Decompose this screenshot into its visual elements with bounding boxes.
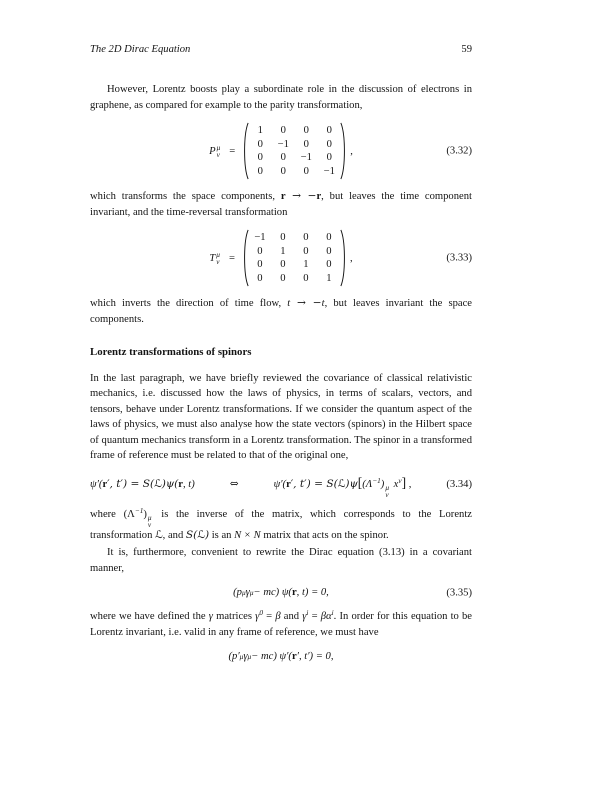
matrix-cell: 0 xyxy=(303,125,309,137)
vector-r: r xyxy=(286,478,291,490)
spinor-matrix-S: S(ℒ) xyxy=(185,528,210,541)
mu-nu-indices xyxy=(216,251,220,265)
subscript-nu: ν xyxy=(385,489,389,499)
paragraph-spinors-intro: In the last paragraph, we have briefly reviewed the covariance of classical relativistic mechanics, i.e. discussed how the laws of physics, in terms of scalars, vectors, and tensors, behave under Lorentz transformations. If we consider the quantum aspect of the laws of physics, we must also analyse how the state vectors (spinors) in the Hilbert space of quantum mechanics transform in a Lorentz transformation. The spinor in a transformed frame of reference must be related to that of the original one, xyxy=(90,372,472,462)
superscript-i: i xyxy=(306,608,309,618)
mu-nu-indices xyxy=(385,484,389,498)
text-run: = xyxy=(263,611,276,623)
matrix-cell: 0 xyxy=(280,232,286,244)
paragraph-intro: However, Lorentz boosts play a subordinate role in the discussion of electrons in graphene, as compared for example to the parity transformation, xyxy=(90,84,472,111)
text-run: . In order for this equation to be Lorentz invariant, i.e. valid in any frame of reference, we must have xyxy=(90,611,472,638)
equation-final: (p′ μ γ μ − mc ) ψ′( r ′, t′) = 0, xyxy=(90,649,472,664)
matrix-cell: 0 xyxy=(257,259,263,271)
vector-r: r xyxy=(316,191,322,203)
matrix-cell: 0 xyxy=(303,165,309,177)
right-bracket: ] xyxy=(401,474,407,490)
text-run: matrices xyxy=(212,611,256,623)
equation-number: (3.34) xyxy=(446,479,472,491)
superscript-inverse: −1 xyxy=(134,505,144,515)
vector-r: r xyxy=(178,479,183,491)
math-run: ′, t′) = S(ℒ)ψ( xyxy=(107,478,179,491)
parity-symbol: P xyxy=(209,145,216,157)
gamma-symbol: γ xyxy=(243,651,248,663)
vector-r: r xyxy=(291,587,297,598)
iff-arrow: ⇔ xyxy=(229,478,239,491)
math-run: ′, t′) = 0, xyxy=(296,651,334,663)
matrix-cell: 0 xyxy=(303,232,309,244)
matrix-cell: 0 xyxy=(280,165,286,177)
text-run: , but leaves the time component invariant, and the time-reversal transformation xyxy=(90,191,472,218)
equation-3-33 xyxy=(90,229,472,287)
text-run: is the inverse of the matrix, which corresponds to the Lorentz transformation xyxy=(90,508,472,541)
matrix-cell: 0 xyxy=(326,232,332,244)
text-run: = xyxy=(308,611,321,623)
math-run: x xyxy=(391,478,399,490)
vector-r: r xyxy=(291,651,297,663)
beta-alpha-symbol: βα xyxy=(320,611,332,623)
math-run: ) xyxy=(380,478,385,490)
mu-nu-indices xyxy=(148,514,152,528)
matrix-cell: 0 xyxy=(326,125,332,137)
equation-3-35: (p μ γ μ − mc ) ψ( r , t) = 0, (3.35) xyxy=(90,585,472,600)
spinor-transform-lhs xyxy=(90,477,195,492)
superscript-zero: 0 xyxy=(259,608,264,618)
matrix-cell: 0 xyxy=(257,152,263,164)
matrix-cell: 0 xyxy=(280,272,286,284)
superscript-nu: ν xyxy=(398,475,402,485)
matrix-cell: 0 xyxy=(257,272,263,284)
matrix-cell: 0 xyxy=(303,272,309,284)
subscript-nu: ν xyxy=(216,257,220,267)
superscript-inverse: −1 xyxy=(372,475,381,485)
matrix-cells xyxy=(249,122,340,180)
equals-sign: = xyxy=(228,252,235,264)
beta-symbol: β xyxy=(275,611,281,623)
arrow-run: → − xyxy=(290,297,322,310)
text-run: matrix that acts on the spinor. xyxy=(260,529,389,541)
equation-comma: , xyxy=(349,252,353,264)
text-run: ) xyxy=(143,508,147,520)
matrix-cell: 0 xyxy=(257,138,263,150)
time-reversal-symbol: T xyxy=(209,252,216,264)
superscript-i: i xyxy=(331,608,334,618)
matrix-cell: 1 xyxy=(326,272,332,284)
text-run: which transforms the space components, xyxy=(90,191,281,203)
running-title: The 2D Dirac Equation xyxy=(90,44,191,55)
variable-t: t xyxy=(321,298,325,310)
gamma-symbol: γ xyxy=(255,611,260,623)
gamma-symbol: γ xyxy=(208,611,213,623)
equals-sign: = xyxy=(229,145,236,157)
math-run: ) ψ( xyxy=(275,587,292,598)
mu-nu-indices xyxy=(217,144,221,158)
matrix-left-paren xyxy=(242,229,249,287)
math-run: − mc xyxy=(251,651,274,663)
text-run: is an xyxy=(209,529,235,541)
section-heading: Lorentz transformations of spinors xyxy=(90,346,252,359)
math-run: ) ψ′( xyxy=(273,651,292,663)
matrix-cell: −1 xyxy=(277,138,289,150)
math-run: ′, t′) = S(ℒ)ψ xyxy=(290,477,358,490)
superscript-mu: μ xyxy=(216,143,221,153)
matrix-right-paren xyxy=(340,229,347,287)
math-run: , t) = 0, xyxy=(296,587,329,598)
dimension-NxN: N × N xyxy=(234,529,261,541)
equation-3-34 xyxy=(90,473,472,498)
text-run: and xyxy=(280,611,303,623)
math-run: − mc xyxy=(253,587,276,598)
vector-r: r xyxy=(280,191,286,203)
page-number: 59 xyxy=(461,44,472,55)
math-run: (Λ xyxy=(362,478,373,490)
matrix-cell: 0 xyxy=(257,245,263,257)
text-run: which inverts the direction of time flow, xyxy=(90,298,288,310)
paragraph-inverse-matrix xyxy=(90,507,472,543)
matrix-cell: 1 xyxy=(257,125,263,137)
gamma-symbol: γ xyxy=(302,611,307,623)
matrix-cell: 0 xyxy=(257,165,263,177)
matrix-cell: 0 xyxy=(280,152,286,164)
matrix-cell: 0 xyxy=(326,138,332,150)
math-run: (p′ xyxy=(228,651,240,663)
math-run: , t) xyxy=(182,479,195,491)
gamma-symbol: γ xyxy=(245,587,250,598)
matrix-left-paren xyxy=(242,122,249,180)
text-run: where (Λ xyxy=(90,508,135,520)
arrow-run: → − xyxy=(285,190,317,203)
page-header xyxy=(90,42,472,57)
text-run: , and xyxy=(162,529,186,541)
equation-comma: , xyxy=(406,478,412,490)
paragraph-parity xyxy=(90,189,472,220)
spinor-transform-rhs xyxy=(274,473,412,498)
equation-number: (3.33) xyxy=(446,252,472,264)
equation-3-32 xyxy=(90,122,472,180)
time-reversal-matrix xyxy=(242,229,347,287)
left-bracket: [ xyxy=(357,474,363,490)
variable-t: t xyxy=(287,298,291,310)
matrix-cell: 0 xyxy=(326,259,332,271)
matrix-cell: 0 xyxy=(280,125,286,137)
matrix-cell: 0 xyxy=(303,138,309,150)
matrix-cell: −1 xyxy=(300,152,312,164)
matrix-cell: −1 xyxy=(323,165,335,177)
matrix-cell: −1 xyxy=(254,232,266,244)
equation-number: (3.35) xyxy=(446,586,472,598)
matrix-cells xyxy=(249,229,340,287)
matrix-cell: 1 xyxy=(303,259,309,271)
matrix-cell: 0 xyxy=(280,259,286,271)
paragraph-time-reversal xyxy=(90,296,472,327)
text-run: where we have defined the xyxy=(90,611,209,623)
math-run: ψ′( xyxy=(90,479,103,491)
text-run: , but leaves invariant the space components. xyxy=(90,298,472,325)
subscript-nu: ν xyxy=(216,150,220,160)
paragraph-gamma-matrices xyxy=(90,609,472,640)
paragraph-covariant: It is, furthermore, convenient to rewrite the Dirac equation (3.13) in a covariant manner, xyxy=(90,547,472,574)
matrix-cell: 1 xyxy=(280,245,286,257)
parity-matrix xyxy=(242,122,347,180)
superscript-mu: μ xyxy=(147,512,152,522)
equation-number: (3.32) xyxy=(446,145,472,157)
script-L: ℒ xyxy=(155,528,163,541)
vector-r: r xyxy=(102,479,108,491)
matrix-cell: 0 xyxy=(303,245,309,257)
matrix-right-paren xyxy=(340,122,347,180)
matrix-cell: 0 xyxy=(326,152,332,164)
matrix-cell: 0 xyxy=(326,245,332,257)
superscript-mu: μ xyxy=(216,250,220,260)
subscript-nu: ν xyxy=(147,519,152,529)
math-run: ψ′( xyxy=(273,478,287,490)
superscript-mu: μ xyxy=(385,482,389,492)
math-run: (p xyxy=(233,587,242,598)
equation-comma: , xyxy=(350,145,353,157)
